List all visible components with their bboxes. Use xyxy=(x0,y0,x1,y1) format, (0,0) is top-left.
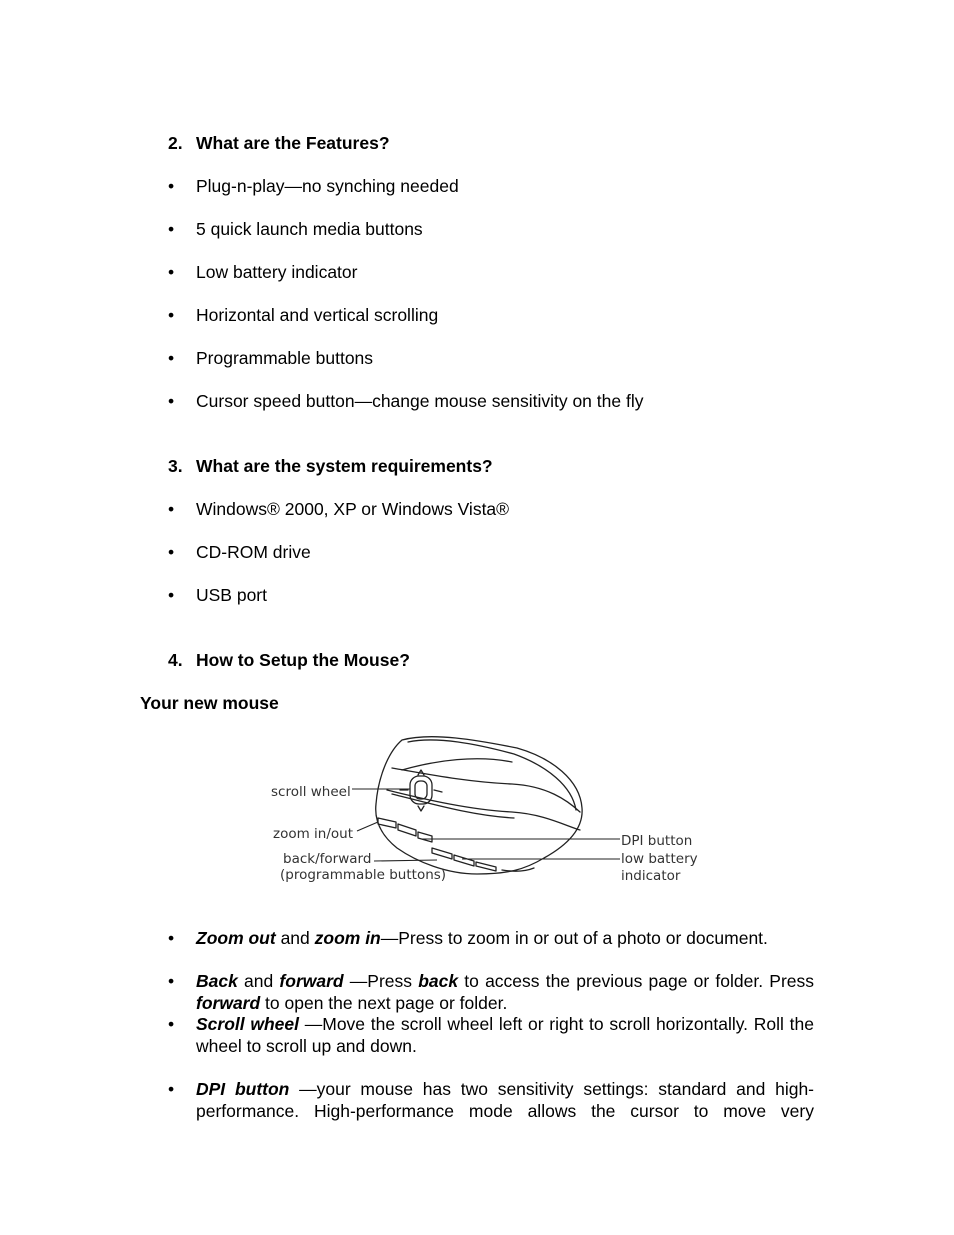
label-scroll-wheel: scroll wheel xyxy=(271,784,351,800)
bullet: • xyxy=(168,391,175,411)
desc-scroll-wheel: • Scroll wheel —Move the scroll wheel left or right to scroll horizontally. Roll the wheel to scroll up and down. xyxy=(168,1014,814,1056)
list-item-text: Programmable buttons xyxy=(196,348,374,368)
setup-number: 4. xyxy=(168,650,183,670)
list-item-text: Horizontal and vertical scrolling xyxy=(196,305,439,325)
label-indicator: indicator xyxy=(621,868,681,884)
requirements-title: What are the system requirements? xyxy=(196,456,493,476)
bullet: • xyxy=(168,1014,175,1034)
bullet: • xyxy=(168,585,175,605)
list-item-text: 5 quick launch media buttons xyxy=(196,219,423,239)
bullet: • xyxy=(168,305,175,325)
requirements-heading xyxy=(168,456,493,477)
list-item xyxy=(168,262,357,283)
features-heading xyxy=(168,133,390,154)
setup-subtitle: Your new mouse xyxy=(140,693,279,713)
list-item-text: CD-ROM drive xyxy=(196,542,311,562)
label-programmable: (programmable buttons) xyxy=(280,867,447,883)
bullet: • xyxy=(168,542,175,562)
mouse-outline-icon xyxy=(376,737,582,874)
list-item-text: Cursor speed button—change mouse sensitivity on the fly xyxy=(196,391,644,411)
list-item xyxy=(168,176,459,197)
desc-zoom: • Zoom out and zoom in—Press to zoom in or out of a photo or document. xyxy=(168,928,768,948)
list-item-text: USB port xyxy=(196,585,267,605)
label-dpi: DPI button xyxy=(621,833,693,849)
label-zoom: zoom in/out xyxy=(273,826,354,842)
list-item-text: Low battery indicator xyxy=(196,262,358,282)
bullet: • xyxy=(168,348,175,368)
bullet: • xyxy=(168,176,175,196)
setup-heading xyxy=(168,650,410,671)
features-number: 2. xyxy=(168,133,183,153)
bullet: • xyxy=(168,1079,175,1099)
list-item xyxy=(168,305,438,326)
features-title: What are the Features? xyxy=(196,133,390,153)
label-back-forward: back/forward xyxy=(283,851,372,867)
list-item xyxy=(168,219,423,240)
list-item xyxy=(168,499,509,520)
list-item-text: Windows® 2000, XP or Windows Vista® xyxy=(196,499,510,519)
bullet: • xyxy=(168,928,175,948)
bullet: • xyxy=(168,219,175,239)
label-low-battery: low battery xyxy=(621,851,698,867)
list-item xyxy=(168,542,311,563)
list-item-text: Plug-n-play—no synching needed xyxy=(196,176,459,196)
desc-dpi-button: • DPI button —your mouse has two sensitivity settings: standard and high-performance. High-performance mode allows the cursor to move very xyxy=(168,1079,815,1121)
bullet: • xyxy=(168,499,175,519)
mouse-diagram xyxy=(262,730,702,890)
list-item xyxy=(168,348,373,369)
bullet: • xyxy=(168,971,175,991)
requirements-number: 3. xyxy=(168,456,183,476)
list-item xyxy=(168,391,643,412)
setup-title: How to Setup the Mouse? xyxy=(196,650,410,670)
list-item xyxy=(168,585,267,606)
bullet: • xyxy=(168,262,175,282)
desc-back-forward: • Back and forward —Press back to access the previous page or folder. Press forward to open the next page or folder. xyxy=(168,971,814,1013)
